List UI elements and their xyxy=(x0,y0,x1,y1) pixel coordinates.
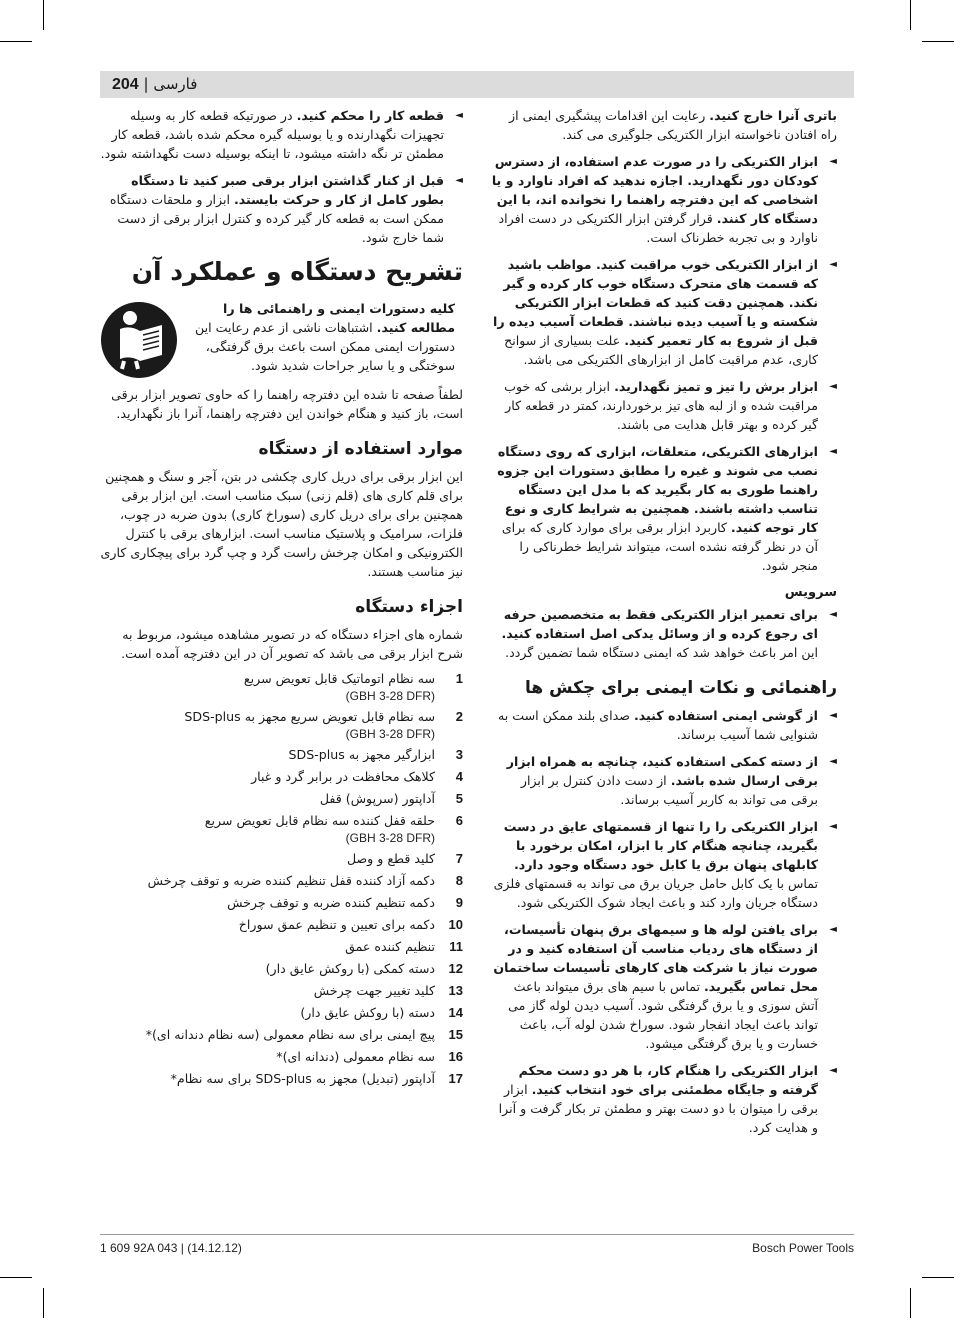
safety-note xyxy=(100,299,463,385)
safety-note-text xyxy=(188,299,455,375)
bullet-arrow-icon: ◄ xyxy=(455,110,463,121)
list-item xyxy=(100,871,463,890)
page-number: 204 xyxy=(112,76,139,93)
bullet-item xyxy=(491,752,837,809)
safety-note-bold: کلیه دستورات ایمنی و راهنمائی ها را مطالعه کنید. xyxy=(223,301,455,335)
item-text: سه نظام قابل تعویض سریع مجهز به SDS-plus xyxy=(184,709,435,724)
read-manual-icon xyxy=(100,301,178,379)
intro-paragraph xyxy=(491,106,837,144)
list-item xyxy=(100,959,463,978)
bullet-text: از دست دادن کنترل بر ابزار برقی می تواند به کاربر آسیب برساند. xyxy=(520,773,818,807)
bullet-bold: ابزار الکتریکی را در صورت عدم استفاده، از دسترس کودکان دور نگهدارید. اجازه ندهید که افراد ناوارد و یا اشخاصی که این دفترچه راهنما را نخوانده اند، با این دستگاه کار کنند. xyxy=(491,154,818,226)
right-column xyxy=(491,106,837,1145)
list-item xyxy=(100,811,463,846)
crop-mark xyxy=(43,0,44,30)
list-item xyxy=(100,767,463,786)
bullet-text: ابزار و ملحقات دستگاه ممکن است به قطعه کار گیر کرده و کنترل ابزار برقی از دست شما خارج شود. xyxy=(109,192,444,245)
bullet-bold: برای یافتن لوله ها و سیمهای برق پنهان تأسیسات، از دستگاه های ردیاب مناسب آن استفاده کنید و در صورت نیاز با شرکت های کارهای تأسیسات ساختمان محل تماس بگیرید. xyxy=(493,922,818,994)
item-text: دسته کمکی (با روکش عایق دار) xyxy=(265,961,435,976)
list-item xyxy=(100,893,463,912)
list-item xyxy=(100,1003,463,1022)
bullet-arrow-icon: ◄ xyxy=(829,924,837,935)
item-text: کلید قطع و وصل xyxy=(346,851,435,866)
crop-mark xyxy=(910,0,911,30)
list-item xyxy=(100,1025,463,1044)
bullet-item xyxy=(491,920,837,1053)
crop-mark xyxy=(0,1277,32,1278)
list-item xyxy=(100,849,463,868)
bullet-bold: قطعه کار را محکم کنید. xyxy=(296,108,444,123)
bullet-bold: قبل از کنار گذاشتن ابزار برقی صبر کنید تا دستگاه بطور کامل از کار و حرکت بایستد. xyxy=(131,173,444,207)
bullet-bold: ابزار الکتریکی را را تنها از قسمتهای عایق در دست بگیرید، چنانچه هنگام کار با ابزار، امکان برخورد با کابلهای پنهان برق یا کابل خود دستگاه وجود دارد. xyxy=(503,819,818,872)
item-text: دکمه تنظیم کننده ضربه و توقف چرخش xyxy=(227,895,435,910)
parts-list xyxy=(100,669,463,1088)
intro-text: رعایت این اقدامات پیشگیری ایمنی از راه افتادن ناخواسته ابزار الکتریکی جلوگیری می کند. xyxy=(509,108,837,142)
bullet-text: قرار گرفتن ابزار الکتریکی در دست افراد ناوارد و بی تجربه خطرناک است. xyxy=(498,211,818,245)
bullet-text: در صورتیکه قطعه کار به وسیله تجهیزات نگهدارنده و یا بوسیله گیره محکم شده باشد، قطعه کار مطمئن تر نگه داشته میشود، تا اینکه بوسیله دست نگهداشته شود. xyxy=(100,108,444,161)
bullet-arrow-icon: ◄ xyxy=(455,175,463,186)
crop-mark xyxy=(922,41,954,42)
item-text: کلاهک محافظت در برابر گرد و غبار xyxy=(251,769,435,784)
bullet-arrow-icon: ◄ xyxy=(829,1065,837,1076)
intro-bold: باتری آنرا خارج کنید. xyxy=(709,108,837,123)
list-item xyxy=(100,789,463,808)
bullet-item xyxy=(100,171,463,247)
crop-mark xyxy=(910,1288,911,1318)
bullet-bold: برای تعمیر ابزار الکتریکی فقط به متخصصین حرفه ای رجوع کرده و از وسائل یدکی اصل استفاده کنید. xyxy=(501,607,818,641)
page-header xyxy=(112,73,197,96)
bullet-bold: از ابزار الکتریکی خوب مراقبت کنید. مواظب باشید که قسمت های متحرک دستگاه خوب کار کرده و گیر نکند. همچنین دقت کنید که قطعات ابزار الکتریکی شکسته و یا آسیب دیده نباشند. قطعات آسیب دیده را قبل از شروع به کار تعمیر کنید. xyxy=(493,257,818,348)
bullet-item xyxy=(491,605,837,662)
list-item xyxy=(100,707,463,742)
item-text: سه نظام اتوماتیک قابل تعویض سریع xyxy=(243,671,435,686)
bullet-bold: ابزارهای الکتریکی، متعلقات، ابزاری که روی دستگاه نصب می شوند و غیره را مطابق دستورات این جزوه راهنما طوری به کار بگیرید که با مدل این دستگاه تناسب داشته باشند. همچنین به شرایط کاری و نوع کار توجه کنید. xyxy=(497,444,818,535)
item-number: 6 xyxy=(455,813,463,828)
item-text: تنظیم کننده عمق xyxy=(345,939,435,954)
item-number: 9 xyxy=(455,895,463,910)
bullet-arrow-icon: ◄ xyxy=(829,756,837,767)
bullet-item xyxy=(491,255,837,369)
item-model: (GBH 3-28 DFR) xyxy=(345,689,435,703)
bullet-text: این امر باعث خواهد شد که ایمنی دستگاه شما تضمین گردد. xyxy=(505,645,818,660)
item-number: 5 xyxy=(455,791,463,806)
bullet-item xyxy=(491,377,837,434)
item-number: 16 xyxy=(448,1049,463,1064)
item-text: دکمه برای تعیین و تنظیم عمق سوراخ xyxy=(238,917,435,932)
usage-text: این ابزار برقی برای دریل کاری چکشی در بتن، آجر و سنگ و همچنین برای قلم کاری های (قلم زنی) سبک مناسب است. این ابزار برقی همچنین برای برای دریل کاری (سوراخ کاری) بدون ضربه در چوب، فلزات، سرامیک و پلاستیک مناسب است. ابزارهای برقی با کنترل الکترونیکی و امکان چرخش راست گرد و چپ گرد برای پیچکاری کاری نیز مناسب هستند. xyxy=(100,469,463,579)
item-number: 14 xyxy=(448,1005,463,1020)
item-text: دکمه آزاد کننده قفل تنظیم کننده ضربه و توقف چرخش xyxy=(147,873,435,888)
list-item xyxy=(100,981,463,1000)
bullet-arrow-icon: ◄ xyxy=(829,259,837,270)
bullet-item xyxy=(491,817,837,912)
bullet-text: ابزار برقی را میتوان با دو دست بهتر و مطمئن تر بکار گرفت و آنرا و هدایت کرد. xyxy=(498,1082,818,1135)
item-number: 8 xyxy=(455,873,463,888)
item-number: 4 xyxy=(455,769,463,784)
item-number: 2 xyxy=(455,709,463,724)
bullet-item xyxy=(491,706,837,744)
hammer-safety-heading: راهنمائی و نکات ایمنی برای چکش ها xyxy=(525,678,837,698)
main-title: تشریح دستگاه و عملکرد آن xyxy=(131,257,463,286)
parts-heading: اجزاء دستگاه xyxy=(355,597,463,617)
bullet-arrow-icon: ◄ xyxy=(829,821,837,832)
item-text: آداپتور (سرپوش) قفل xyxy=(319,791,435,806)
bullet-text: تماس با سیم های برق میتواند باعث آتش سوزی و یا برق گرفتگی شود. آسیب دیدن لوله گاز می تواند باعث ایجاد انفجار شود. سوراخ شدن لوله آب، باعث خسارت و یا برق گرفتگی میشود. xyxy=(508,979,818,1051)
item-text: سه نظام معمولی (دندانه ای)* xyxy=(276,1049,435,1064)
bullet-arrow-icon: ◄ xyxy=(829,710,837,721)
item-number: 10 xyxy=(448,917,463,932)
item-model: (GBH 3-28 DFR) xyxy=(345,831,435,845)
bullet-arrow-icon: ◄ xyxy=(829,381,837,392)
item-number: 3 xyxy=(455,747,463,762)
bullet-bold: از گوشی ایمنی استفاده کنید. xyxy=(633,708,818,723)
item-text: ابزارگیر مجهز به SDS-plus xyxy=(288,747,435,762)
bullet-item xyxy=(491,1061,837,1137)
crop-mark xyxy=(0,41,32,42)
list-item xyxy=(100,745,463,764)
list-item xyxy=(100,915,463,934)
crop-mark xyxy=(43,1288,44,1318)
parts-intro: شماره های اجزاء دستگاه که در تصویر مشاهده میشود، مربوط به شرح ابزار برقی می باشد که تصویر آن در این دفترچه آمده است. xyxy=(121,627,463,661)
item-number: 1 xyxy=(455,671,463,686)
service-heading: سرویس xyxy=(784,585,837,600)
bullet-text: تماس با یک کابل حامل جریان برق می تواند به قسمتهای فلزی دستگاه جریان وارد کند و باعث ایجاد شوک الکتریکی شود. xyxy=(493,876,818,910)
header-separator: | xyxy=(143,75,149,93)
bullet-item xyxy=(100,106,463,163)
bullet-text: کاربرد ابزار برقی برای موارد کاری که برای آن در نظر گرفته نشده است، میتواند شرایط خطرناکی را منجر شود. xyxy=(501,520,818,573)
left-column xyxy=(100,106,463,1091)
safety-note-body: اشتباهات ناشی از عدم رعایت این دستورات ایمنی ممکن است باعث برق گرفتگی، سوختگی و یا سایر جراحات شدید شود. xyxy=(195,320,455,373)
item-number: 12 xyxy=(448,961,463,976)
footer-rule xyxy=(100,1234,854,1235)
list-item xyxy=(100,1047,463,1066)
bullet-arrow-icon: ◄ xyxy=(829,446,837,457)
bullet-arrow-icon: ◄ xyxy=(829,156,837,167)
item-text: دسته (با روکش عایق دار) xyxy=(300,1005,435,1020)
item-number: 7 xyxy=(455,851,463,866)
page-header-bar xyxy=(100,71,854,98)
item-text: حلقه قفل کننده سه نظام قابل تعویض سریع xyxy=(204,813,435,828)
bullet-text: صدای بلند ممکن است به شنوایی شما آسیب برساند. xyxy=(497,708,818,742)
item-text: پیچ ایمنی برای سه نظام معمولی (سه نظام دندانه ای)* xyxy=(145,1027,435,1042)
item-model: (GBH 3-28 DFR) xyxy=(345,727,435,741)
bullet-bold: ابزار الکتریکی را هنگام کار، با هر دو دست محکم گرفته و جایگاه مطمئنی برای خود انتخاب کنید. xyxy=(518,1063,818,1097)
crop-mark xyxy=(922,1277,954,1278)
item-number: 17 xyxy=(448,1071,463,1086)
list-item xyxy=(100,1069,463,1088)
bullet-text: علت بسیاری از سوانح کاری، عدم مراقبت کامل از ابزارهای الکتریکی می باشد. xyxy=(504,333,818,367)
item-text: کلید تغییر جهت چرخش xyxy=(313,983,435,998)
bullet-item xyxy=(491,152,837,247)
list-item xyxy=(100,669,463,704)
bullet-text: ابزار برشی که خوب مراقبت شده و از لبه های تیز برخوردارند، کمتر در قطعه کار گیر کرده و بهتر قابل هدایت می باشند. xyxy=(504,379,818,432)
fold-note: لطفاً صفحه تا شده این دفترچه راهنما را که حاوی تصویر ابزار برقی است، باز کنید و هنگام خواندن این دفترچه راهنما، آنرا باز نگهدارید. xyxy=(111,387,463,421)
bullet-item xyxy=(491,442,837,575)
list-item xyxy=(100,937,463,956)
item-text: آداپتور (تبدیل) مجهز به SDS-plus برای سه نظام* xyxy=(170,1071,435,1086)
footer-brand: Bosch Power Tools xyxy=(752,1241,854,1255)
bullet-arrow-icon: ◄ xyxy=(829,609,837,620)
header-language: فارسی xyxy=(153,75,198,93)
item-number: 11 xyxy=(449,939,463,954)
usage-heading: موارد استفاده از دستگاه xyxy=(258,439,463,459)
item-number: 15 xyxy=(448,1027,463,1042)
bullet-bold: ابزار برش را تیز و تمیز نگهدارید. xyxy=(614,379,818,394)
bullet-bold: از دسته کمکی استفاده کنید، چنانچه به همراه ابزار برقی ارسال شده باشد. xyxy=(506,754,818,788)
footer-doc-number: 1 609 92A 043 | (14.12.12) xyxy=(100,1241,242,1255)
item-number: 13 xyxy=(448,983,463,998)
